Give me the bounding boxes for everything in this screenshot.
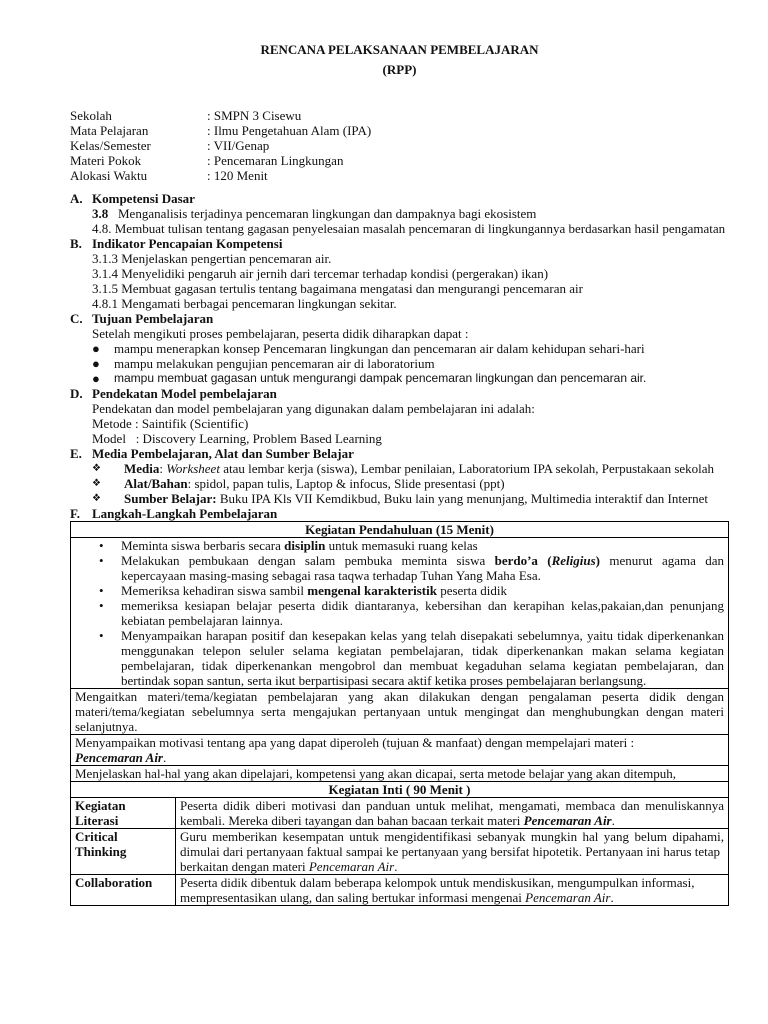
- diamond-bullet-icon: ❖: [92, 463, 101, 474]
- text: mempresentasikan ulang, dan saling bertukar informasi mengenai: [180, 890, 526, 905]
- sources-label: Sumber Belajar:: [124, 491, 217, 506]
- steps-table: [70, 521, 729, 906]
- section-b-body: [70, 251, 729, 311]
- text: Peserta didik diberi motivasi dan panduan untuk melihat, mengamati, membaca dan menuliskannya kembali. Mereka diberi tayangan dan bahan bacaan terkait materi: [180, 798, 724, 828]
- indicator-item: 4.8.1 Mengamati berbagai pencemaran lingkungan sekitar.: [92, 296, 397, 311]
- bullet-icon: ●: [92, 341, 100, 356]
- objective-text: mampu menerapkan konsep Pencemaran lingkungan dan pencemaran air dalam kehidupan sehari-hari: [114, 341, 645, 356]
- bullet-icon: •: [99, 583, 104, 598]
- approach-intro: Pendekatan dan model pembelajaran yang digunakan dalam pembelajaran ini adalah:: [92, 401, 535, 416]
- apersepsi-cell: Mengaitkan materi/tema/kegiatan pembelajaran yang akan dilakukan dengan pengalaman peserta didik dengan materi/tema/kegiatan sebelumnya serta mengajukan pertanyaan untuk mengingat dan menghubungkan dengan materi selanjutnya.: [71, 689, 729, 735]
- italic-text: Pencemaran Air: [525, 890, 611, 905]
- objective-text: mampu melakukan pengujian pencemaran air di laboratorium: [114, 356, 435, 371]
- text: Peserta didik dibentuk dalam beberapa kelompok untuk mendiskusikan, mengumpulkan informasi,: [180, 875, 695, 890]
- italic-text: Pencemaran Air: [308, 859, 395, 874]
- text: menurut agama dan kepercayaan masing-masing sebagai rasa taqwa terhadap Tuhan Yang Maha Esa.: [121, 553, 725, 583]
- identity-block: [70, 108, 729, 183]
- section-e-heading: [70, 446, 729, 461]
- diamond-bullet-icon: ❖: [92, 493, 101, 504]
- table-row: [71, 766, 729, 782]
- kd-4-8: 4.8. Membuat tulisan tentang gagasan penyelesaian masalah pencemaran di lingkungannya berdasarkan hasil pengamatan: [92, 221, 726, 236]
- identity-label: Alokasi Waktu: [70, 168, 148, 183]
- critical-thinking-cell: [176, 829, 729, 875]
- section-letter: F.: [70, 506, 80, 521]
- list-item: [75, 553, 724, 583]
- sections: [70, 191, 729, 906]
- bullet-icon: •: [99, 538, 104, 553]
- document-subtitle: (RPP): [382, 62, 417, 77]
- bold-text: berdo’a (: [494, 553, 552, 568]
- section-title: Indikator Pencapaian Kompetensi: [92, 236, 283, 251]
- bold-italic-text: Pencemaran Air: [523, 813, 612, 828]
- media-label: Media: [124, 461, 160, 476]
- text: peserta didik: [436, 583, 507, 598]
- identity-value: : Ilmu Pengetahuan Alam (IPA): [207, 123, 372, 138]
- bold-text: disiplin: [284, 538, 326, 553]
- table-row: [71, 538, 729, 689]
- indicator-item: 3.1.5 Membuat gagasan tertulis tentang bagaimana mengatasi dan mengurangi pencemaran air: [92, 281, 583, 296]
- sources-text: Buku IPA Kls VII Kemdikbud, Buku lain yang menunjang, Multimedia interaktif dan Internet: [216, 491, 708, 506]
- list-item: [75, 628, 724, 688]
- bold-italic-text: Pencemaran Air: [75, 750, 163, 765]
- bullet-icon: ●: [92, 371, 100, 386]
- section-d-heading: [70, 386, 729, 401]
- tools-text: : spidol, papan tulis, Laptop & infocus, Slide presentasi (ppt): [187, 476, 505, 491]
- bullet-icon: ●: [92, 356, 100, 371]
- text: memeriksa kesiapan belajar peserta didik diantaranya, kebersihan dan kerapihan kelas,pakaian,dan penunjang kebiatan pembelajaran lainnya.: [121, 598, 724, 628]
- identity-value: : Pencemaran Lingkungan: [207, 153, 344, 168]
- section-letter: B.: [70, 236, 82, 251]
- tools-item: [92, 476, 729, 491]
- media-italic: Worksheet: [166, 461, 220, 476]
- media-text: atau lembar kerja (siswa), Lembar penilaian, Laboratorium IPA sekolah, Perpustakaan sekolah: [219, 461, 715, 476]
- table-row: [71, 798, 729, 829]
- identity-row: [70, 108, 729, 123]
- section-title: Media Pembelajaran, Alat dan Sumber Belajar: [92, 446, 354, 461]
- section-c-heading: [70, 311, 729, 326]
- critical-thinking-label: Critical Thinking: [71, 829, 176, 875]
- collaboration-cell: [176, 875, 729, 906]
- bold-italic-text: Religius: [551, 553, 596, 568]
- table-row: [71, 735, 729, 766]
- identity-row: [70, 153, 729, 168]
- literasi-cell: [176, 798, 729, 829]
- identity-label: Mata Pelajaran: [70, 123, 149, 138]
- text: Menyampaikan motivasi tentang apa yang dapat diperoleh (tujuan & manfaat) dengan mempelajari materi :: [75, 735, 635, 750]
- approach-model: Model : Discovery Learning, Problem Based Learning: [92, 431, 382, 446]
- section-f-heading: [70, 506, 729, 521]
- bullet-icon: •: [99, 553, 104, 568]
- section-letter: C.: [70, 311, 83, 326]
- text: .: [611, 813, 615, 828]
- text: Melakukan pembukaan dengan salam pembuka meminta siswa: [121, 553, 495, 568]
- section-letter: E.: [70, 446, 82, 461]
- list-item: [75, 583, 724, 598]
- text: .: [163, 750, 167, 765]
- section-a-heading: [70, 191, 729, 206]
- text: berkaitan dengan materi: [180, 859, 309, 874]
- kd-number: 3.8: [92, 206, 109, 221]
- bullet-icon: •: [99, 628, 104, 643]
- section-e-body: [70, 461, 729, 506]
- section-c-body: [70, 326, 729, 386]
- tools-label: Alat/Bahan: [124, 476, 188, 491]
- objective-text: mampu membuat gagasan untuk mengurangi dampak pencemaran lingkungan dan pencemaran air.: [114, 371, 647, 385]
- section-d-body: [70, 401, 729, 446]
- table-row: [71, 689, 729, 735]
- sources-item: [92, 491, 729, 506]
- inti-header: Kegiatan Inti ( 90 Menit ): [71, 782, 729, 798]
- text: Guru memberikan kesempatan untuk mengidentifikasi sebanyak mungkin hal yang belum dipahami, dimulai dari pertanyaan faktual sampai ke pertanyaan yang bersifat hipotetik. Pertanyaan ini harus tetap: [180, 829, 724, 859]
- pendahuluan-header: Kegiatan Pendahuluan (15 Menit): [71, 522, 729, 538]
- media-item: [92, 461, 729, 476]
- section-letter: D.: [70, 386, 83, 401]
- text: Meminta siswa berbaris secara: [121, 538, 285, 553]
- identity-label: Sekolah: [70, 108, 112, 123]
- indicator-item: 3.1.4 Menyelidiki pengaruh air jernih dari tercemar terhadap kondisi (pergerakan) ikan): [92, 266, 549, 281]
- bullet-icon: •: [99, 598, 104, 613]
- bold-text: mengenal karakteristik: [307, 583, 437, 598]
- section-a-body: [70, 206, 729, 236]
- table-row: [71, 522, 729, 538]
- penjelasan-cell: Menjelaskan hal-hal yang akan dipelajari, kompetensi yang akan dicapai, serta metode belajar yang akan ditempuh,: [71, 766, 729, 782]
- identity-value: : SMPN 3 Cisewu: [207, 108, 302, 123]
- table-row: [71, 782, 729, 798]
- kd-3-8: [92, 206, 729, 221]
- identity-value: : VII/Genap: [207, 138, 270, 153]
- objective-item: [92, 371, 729, 386]
- table-row: [71, 829, 729, 875]
- section-title: Langkah-Langkah Pembelajaran: [92, 506, 278, 521]
- text: Menyampaikan harapan positif dan kesepakan kelas yang telah disepakati sebelumnya, yaitu tidak diperkenankan menggunakan telepon seluler selama kegiatan pembelajaran, tidak diperkenankan makan selama kegiatan pembelajaran, tidak diperkenankan mengobrol dan membuat kegaduhan selama kegiatan pembelajaran, dan bertindak sopan santun, serta ikut berpartisipasi secara aktif ketika proses pembelajaran berlangsung.: [121, 628, 724, 688]
- kd-text: Menganalisis terjadinya pencemaran lingkungan dan dampaknya bagi ekosistem: [118, 206, 537, 221]
- objective-item: [92, 356, 729, 371]
- identity-label: Materi Pokok: [70, 153, 142, 168]
- text: .: [394, 859, 398, 874]
- approach-method: Metode : Saintifik (Scientific): [92, 416, 249, 431]
- motivasi-cell: [71, 735, 729, 766]
- literasi-label: Kegiatan Literasi: [71, 798, 176, 829]
- section-title: Tujuan Pembelajaran: [92, 311, 214, 326]
- bold-text: ): [595, 553, 601, 568]
- media-colon: :: [159, 461, 167, 476]
- text: untuk memasuki ruang kelas: [325, 538, 478, 553]
- pendahuluan-list: [71, 538, 729, 689]
- objective-item: [92, 341, 729, 356]
- rpp-document: [70, 40, 729, 906]
- diamond-bullet-icon: ❖: [92, 478, 101, 489]
- collaboration-label: Collaboration: [71, 875, 176, 906]
- identity-label: Kelas/Semester: [70, 138, 151, 153]
- section-title: Kompetensi Dasar: [92, 191, 195, 206]
- indicator-item: 3.1.3 Menjelaskan pengertian pencemaran air.: [92, 251, 332, 266]
- table-row: [71, 875, 729, 906]
- section-letter: A.: [70, 191, 83, 206]
- section-title: Pendekatan Model pembelajaran: [92, 386, 277, 401]
- identity-row: [70, 138, 729, 153]
- list-item: [75, 538, 724, 553]
- identity-row: [70, 123, 729, 138]
- objective-intro: Setelah mengikuti proses pembelajaran, peserta didik diharapkan dapat :: [92, 326, 469, 341]
- text: .: [610, 890, 614, 905]
- list-item: [75, 598, 724, 628]
- identity-row: [70, 168, 729, 183]
- identity-value: : 120 Menit: [207, 168, 268, 183]
- text: Memeriksa kehadiran siswa sambil: [121, 583, 308, 598]
- document-title: RENCANA PELAKSANAAN PEMBELAJARAN: [260, 42, 539, 57]
- section-b-heading: [70, 236, 729, 251]
